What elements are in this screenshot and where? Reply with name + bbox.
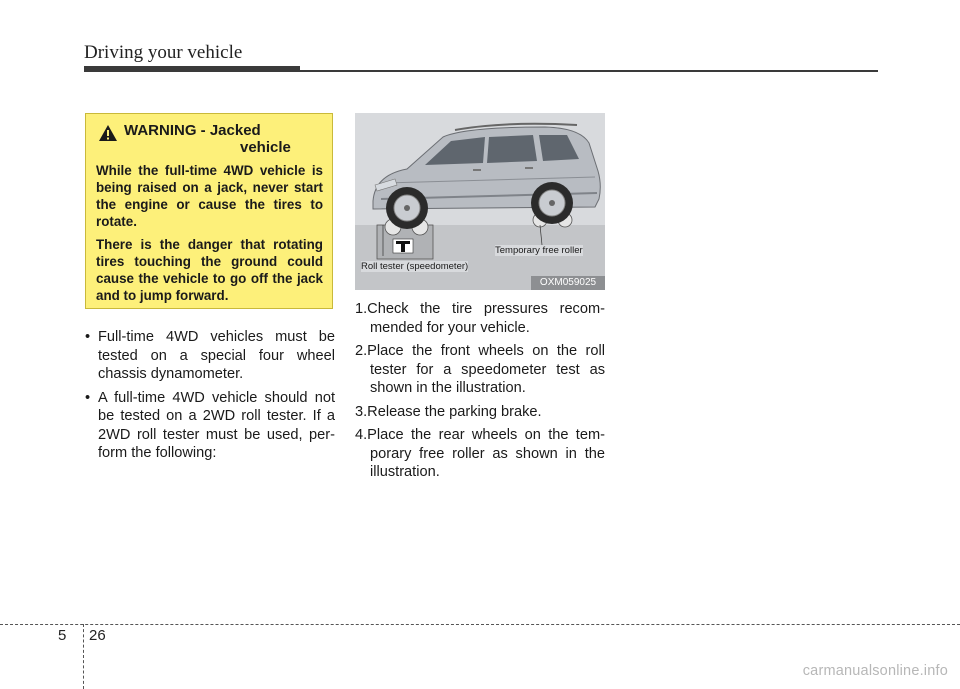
warning-title-line2: vehicle xyxy=(240,139,291,156)
free-roller-label: Temporary free roller xyxy=(495,245,583,256)
page-header-title: Driving your vehicle xyxy=(84,42,243,63)
chapter-number: 5 xyxy=(58,627,67,644)
warning-triangle-icon xyxy=(98,124,118,142)
procedure-steps xyxy=(355,300,605,487)
footer-vertical-divider xyxy=(83,624,84,689)
warning-title-line1: WARNING - Jacked xyxy=(124,122,261,139)
header-rule-thick xyxy=(84,66,300,72)
warning-heading xyxy=(96,122,323,156)
bullet-list xyxy=(85,328,335,468)
warning-box xyxy=(85,113,333,309)
list-item: 3.Release the parking brake. xyxy=(355,403,542,420)
list-item xyxy=(85,328,335,384)
figure-code-badge: OXM059025 xyxy=(531,276,605,290)
header-rule-thin xyxy=(300,70,878,72)
list-item: 4.Place the rear wheels on the tem-porary free roller as shown in the illustration. xyxy=(355,427,605,480)
warning-paragraph: While the full-time 4WD vehicle is being raised on a jack, never start the engine or cause the tires to rotate. xyxy=(96,163,323,229)
footer-divider xyxy=(0,624,960,625)
list-item-text: Full-time 4WD vehicles must be tested on a special four wheel chassis dynamometer. xyxy=(98,329,335,382)
watermark-text: carmanualsonline.info xyxy=(802,663,948,679)
page-number: 26 xyxy=(89,627,106,644)
warning-title xyxy=(124,122,291,156)
bullet-dot-icon: • xyxy=(85,329,91,345)
list-item: 1.Check the tire pressures recom-mended for your vehicle. xyxy=(355,301,605,336)
warning-paragraph: There is the danger that rotating tires touching the ground could cause the vehicle to go off the jack and to jump forward. xyxy=(96,237,323,303)
vehicle-roll-tester-illustration xyxy=(355,113,605,290)
list-item-text: A full-time 4WD vehicle should not be tested on a 2WD roll tester. If a 2WD roll tester must be used, per-form the following: xyxy=(98,389,335,461)
bullet-dot-icon: • xyxy=(85,389,91,406)
roll-tester-label: Roll tester (speedometer) xyxy=(361,261,469,272)
list-item xyxy=(85,389,335,463)
list-item: 2.Place the front wheels on the roll tester for a speedometer test as shown in the illustration. xyxy=(355,343,605,396)
